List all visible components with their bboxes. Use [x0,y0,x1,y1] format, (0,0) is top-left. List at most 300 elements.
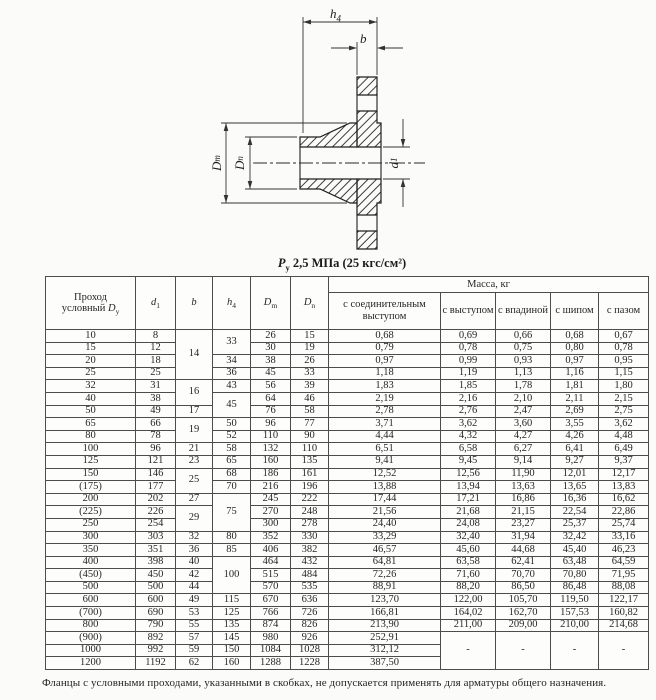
col-header-mass-recessed: с впадиной [496,293,551,330]
table-cell: 177 [136,481,176,494]
table-cell: 464 [251,556,291,569]
table-cell: 21,56 [329,506,441,519]
table-cell: 3,62 [599,418,649,431]
table-cell: 0,68 [329,330,441,343]
table-cell: 68 [213,468,251,481]
table-cell: 4,27 [496,430,551,443]
table-cell: 115 [213,594,251,607]
table-cell: 0,75 [496,342,551,355]
table-cell: 145 [213,632,251,645]
table-cell: 13,65 [551,481,599,494]
table-cell: 0,66 [496,330,551,343]
table-cell: 4,48 [599,430,649,443]
table-cell: 0,68 [551,330,599,343]
table-cell: 1028 [291,644,329,657]
col-header-mass-tongue: с шипом [551,293,599,330]
table-cell: 25 [46,367,136,380]
table-cell: 0,93 [496,355,551,368]
table-cell: 16 [176,380,213,405]
table-row [46,405,649,418]
table-cell: 790 [136,619,176,632]
table-cell: 160 [213,657,251,670]
table-cell: 31 [136,380,176,393]
table-cell: 210,00 [551,619,599,632]
table-cell: 88,08 [599,581,649,594]
table-cell: 22,86 [599,506,649,519]
table-row [46,518,649,531]
table-cell: 670 [251,594,291,607]
table-cell: 4,26 [551,430,599,443]
table-cell: 0,79 [329,342,441,355]
table-cell: 21 [176,443,213,456]
table-cell: 2,11 [551,392,599,405]
table-cell: 1,15 [599,367,649,380]
table-cell: 23 [176,455,213,468]
table-cell: 14 [176,330,213,380]
table-cell: 11,90 [496,468,551,481]
col-header-dm: $D_m$ [251,277,291,330]
table-cell: 303 [136,531,176,544]
table-cell: - [551,632,599,670]
table-cell: 500 [136,581,176,594]
table-cell: 1,19 [441,367,496,380]
table-cell: 45 [213,392,251,417]
table-cell: 211,00 [441,619,496,632]
table-cell: 46,23 [599,544,649,557]
col-header-d1: $d_1$ [136,277,176,330]
table-cell: 32 [176,531,213,544]
table-cell: 350 [46,544,136,557]
table-cell: 85 [213,544,251,557]
table-cell: 39 [291,380,329,393]
table-cell: 0,69 [441,330,496,343]
table-cell: 166,81 [329,607,441,620]
table-cell: 66 [136,418,176,431]
pressure-caption: $P_у$ 2,5 МПа (25 кгс/см²) [277,256,407,273]
col-header-mass-joint: с соединительным выступом [329,293,441,330]
table-cell: 0,67 [599,330,649,343]
flange-section-drawing [0,0,656,254]
table-cell: (175) [46,481,136,494]
table-cell: 26 [291,355,329,368]
table-row [46,481,649,494]
table-cell: 636 [291,594,329,607]
table-cell: 0,78 [599,342,649,355]
footnote: Фланцы с условными проходами, указанными в скобках, не допускается применять для арматуры общего назначения. [42,677,607,689]
dim-label-dn: D n [232,156,247,170]
table-cell: 31,94 [496,531,551,544]
table-cell: 25,74 [599,518,649,531]
table-cell: 71,60 [441,569,496,582]
table-cell: 200 [46,493,136,506]
table-cell: 58 [291,405,329,418]
table-cell: 125 [46,455,136,468]
table-cell: 64,59 [599,556,649,569]
table-row [46,556,649,569]
table-cell: 46,57 [329,544,441,557]
table-cell: 15 [46,342,136,355]
dim-label-b: b [360,31,367,46]
table-row [46,430,649,443]
table-cell: 23,27 [496,518,551,531]
table-cell: 53 [176,607,213,620]
table-cell: 17,44 [329,493,441,506]
table-cell: 3,71 [329,418,441,431]
table-cell: 9,41 [329,455,441,468]
table-cell: 100 [46,443,136,456]
table-cell: 27 [176,493,213,506]
table-cell: 25,37 [551,518,599,531]
table-cell: 254 [136,518,176,531]
table-cell: 122,00 [441,594,496,607]
table-cell: 24,40 [329,518,441,531]
table-cell: 0,99 [441,355,496,368]
table-cell: 45 [251,367,291,380]
table-cell: 216 [251,481,291,494]
table-cell: 600 [136,594,176,607]
table-row [46,342,649,355]
table-cell: 150 [46,468,136,481]
table-cell: 4,32 [441,430,496,443]
table-cell: 161 [291,468,329,481]
table-cell: 65 [213,455,251,468]
table-cell: 992 [136,644,176,657]
table-row [46,443,649,456]
table-cell: 24,08 [441,518,496,531]
table-cell: 22,54 [551,506,599,519]
table-cell: 2,16 [441,392,496,405]
table-cell: 122,17 [599,594,649,607]
table-cell: 20 [46,355,136,368]
table-cell: 6,58 [441,443,496,456]
table-cell: 926 [291,632,329,645]
table-cell: 64 [251,392,291,405]
table-cell: 3,55 [551,418,599,431]
table-cell: 252,91 [329,632,441,645]
table-cell: 46 [291,392,329,405]
table-cell: 62 [176,657,213,670]
table-cell: 1288 [251,657,291,670]
dim-label-h4: $h_4$ [330,6,341,24]
table-cell: 71,95 [599,569,649,582]
table-cell: 0,80 [551,342,599,355]
table-cell: 70,70 [496,569,551,582]
table-cell: 75 [213,493,251,531]
table-cell: 0,97 [329,355,441,368]
table-cell: 1,13 [496,367,551,380]
table-cell: 135 [291,455,329,468]
table-cell: 59 [176,644,213,657]
table-cell: 6,41 [551,443,599,456]
table-cell: 13,88 [329,481,441,494]
table-cell: 32,42 [551,531,599,544]
table-row [46,418,649,431]
col-header-dy: Проход условный $D_у$ [46,277,136,330]
table-cell: 96 [136,443,176,456]
table-cell: 1228 [291,657,329,670]
table-cell: 245 [251,493,291,506]
table-row [46,392,649,405]
table-cell: 214,68 [599,619,649,632]
table-cell: 121 [136,455,176,468]
table-cell: 186 [251,468,291,481]
table-cell: 44 [176,581,213,594]
table-cell: 40 [176,556,213,569]
table-cell: 43 [213,380,251,393]
col-header-mass-raised: с выступом [441,293,496,330]
table-cell: 49 [176,594,213,607]
col-header-mass: Масса, кг [329,277,649,293]
table-cell: 226 [136,506,176,519]
table-row [46,380,649,393]
table-cell: - [599,632,649,670]
table-cell: 76 [251,405,291,418]
table-cell: 2,69 [551,405,599,418]
table-row [46,619,649,632]
table-cell: 278 [291,518,329,531]
table-cell: 70,80 [551,569,599,582]
table-cell: 33,29 [329,531,441,544]
table-cell: 45,60 [441,544,496,557]
table-cell: 80 [213,531,251,544]
table-cell: 300 [251,518,291,531]
table-cell: 63,58 [441,556,496,569]
table-cell: 119,50 [551,594,599,607]
table-cell: 400 [46,556,136,569]
table-cell: 12,17 [599,468,649,481]
table-cell: 157,53 [551,607,599,620]
table-cell: (900) [46,632,136,645]
table-cell: 50 [213,418,251,431]
table-cell: 88,20 [441,581,496,594]
table-row [46,632,649,645]
table-cell: 209,00 [496,619,551,632]
table-cell: 1,81 [551,380,599,393]
dim-label-dm: D m [209,155,224,171]
table-cell: 65 [46,418,136,431]
table-cell: (225) [46,506,136,519]
table-cell: 123,70 [329,594,441,607]
table-cell: 86,50 [496,581,551,594]
table-cell: 202 [136,493,176,506]
table-cell: 892 [136,632,176,645]
table-cell: 16,62 [599,493,649,506]
table-cell: 432 [291,556,329,569]
table-cell: 330 [291,531,329,544]
table-cell: 110 [291,443,329,456]
table-cell: 1,78 [496,380,551,393]
table-cell: 13,94 [441,481,496,494]
table-cell: 21,15 [496,506,551,519]
table-cell: 6,51 [329,443,441,456]
table-row [46,493,649,506]
table-cell: 213,90 [329,619,441,632]
table-cell: 382 [291,544,329,557]
table-cell: 30 [251,342,291,355]
table-cell: 1192 [136,657,176,670]
table-cell: 18 [136,355,176,368]
table-cell: 690 [136,607,176,620]
table-cell: 1,18 [329,367,441,380]
table-cell: 33 [213,330,251,355]
table-cell: 0,97 [551,355,599,368]
table-row [46,355,649,368]
table-cell: 63,48 [551,556,599,569]
table-cell: 105,70 [496,594,551,607]
table-cell: 17 [176,405,213,418]
table-cell: 146 [136,468,176,481]
table-cell: 135 [213,619,251,632]
table-cell: 90 [291,430,329,443]
table-cell: 12,01 [551,468,599,481]
table-cell: 2,76 [441,405,496,418]
table-cell: 600 [46,594,136,607]
table-cell: 26 [251,330,291,343]
table-cell: 25 [136,367,176,380]
table-cell: 500 [46,581,136,594]
table-cell: 2,75 [599,405,649,418]
table-row [46,594,649,607]
table-cell: 15 [291,330,329,343]
table-cell: 2,19 [329,392,441,405]
table-row [46,531,649,544]
table-cell: 515 [251,569,291,582]
table-cell: 874 [251,619,291,632]
table-cell: 162,70 [496,607,551,620]
table-cell: 40 [46,392,136,405]
table-cell: 8 [136,330,176,343]
table-cell: 16,86 [496,493,551,506]
col-header-b: b [176,277,213,330]
table-cell: 387,50 [329,657,441,670]
table-cell: 9,14 [496,455,551,468]
table-cell: 2,10 [496,392,551,405]
table-cell: 250 [46,518,136,531]
table-cell: 726 [291,607,329,620]
table-cell: 2,15 [599,392,649,405]
table-cell: 1084 [251,644,291,657]
table-row [46,607,649,620]
table-cell: 110 [251,430,291,443]
table-cell: 9,45 [441,455,496,468]
table-cell: 19 [291,342,329,355]
table-cell: 56 [251,380,291,393]
table-cell: 12,56 [441,468,496,481]
table-cell: 352 [251,531,291,544]
table-row [46,455,649,468]
table-cell: 6,49 [599,443,649,456]
table-cell: 196 [291,481,329,494]
table-cell: 55 [176,619,213,632]
table-cell: 800 [46,619,136,632]
table-cell: 34 [213,355,251,368]
table-cell: 21,68 [441,506,496,519]
table-cell: 1,80 [599,380,649,393]
table-cell: 49 [136,405,176,418]
table-cell: 222 [291,493,329,506]
table-row [46,544,649,557]
table-cell: 2,78 [329,405,441,418]
table-cell: 570 [251,581,291,594]
table-cell: 96 [251,418,291,431]
table-cell: (450) [46,569,136,582]
table-cell: 6,27 [496,443,551,456]
table-cell: 1,83 [329,380,441,393]
table-cell: 86,48 [551,581,599,594]
table-cell: 19 [176,418,213,443]
col-header-dn: $D_n$ [291,277,329,330]
table-cell: 42 [176,569,213,582]
table-cell: 17,21 [441,493,496,506]
table-cell: 160 [251,455,291,468]
table-cell: 9,27 [551,455,599,468]
table-cell: 77 [291,418,329,431]
table-row [46,506,649,519]
table-cell: 12 [136,342,176,355]
table-cell: 88,91 [329,581,441,594]
table-cell: 78 [136,430,176,443]
table-cell: 36 [213,367,251,380]
table-cell: 32,40 [441,531,496,544]
table-cell: 150 [213,644,251,657]
table-cell: 38 [136,392,176,405]
dim-label-d1: d 1 [386,157,401,169]
table-cell: 3,60 [496,418,551,431]
table-cell: 62,41 [496,556,551,569]
table-cell: 16,36 [551,493,599,506]
table-cell: 36 [176,544,213,557]
table-cell: 13,63 [496,481,551,494]
table-cell: 33 [291,367,329,380]
table-cell: 132 [251,443,291,456]
table-cell: 25 [176,468,213,493]
table-row [46,330,649,343]
table-cell: 13,83 [599,481,649,494]
table-cell: 300 [46,531,136,544]
table-row [46,367,649,380]
table-cell: 351 [136,544,176,557]
table-cell: 58 [213,443,251,456]
table-cell: 44,68 [496,544,551,557]
table-row [46,569,649,582]
table-cell: 72,26 [329,569,441,582]
table-cell: 38 [251,355,291,368]
table-cell: 980 [251,632,291,645]
table-cell: 398 [136,556,176,569]
table-cell: 80 [46,430,136,443]
table-cell: 3,62 [441,418,496,431]
table-cell: 125 [213,607,251,620]
table-cell: 70 [213,481,251,494]
table-cell: 33,16 [599,531,649,544]
col-header-h4: $h_4$ [213,277,251,330]
table-cell: 406 [251,544,291,557]
table-row [46,581,649,594]
table-cell: 164,02 [441,607,496,620]
flange-dimensions-table [45,276,649,670]
table-cell: 1,16 [551,367,599,380]
table-cell: 12,52 [329,468,441,481]
table-cell: 450 [136,569,176,582]
table-cell: (700) [46,607,136,620]
table-cell: 52 [213,430,251,443]
table-row [46,468,649,481]
table-cell: 312,12 [329,644,441,657]
table-cell: 535 [291,581,329,594]
table-cell: 29 [176,506,213,531]
table-cell: 248 [291,506,329,519]
table-cell: 2,47 [496,405,551,418]
